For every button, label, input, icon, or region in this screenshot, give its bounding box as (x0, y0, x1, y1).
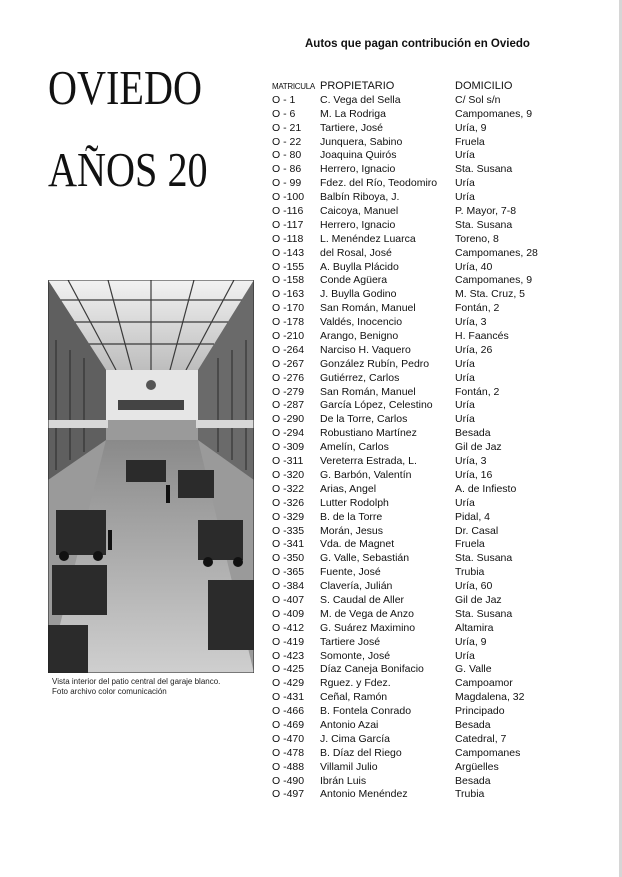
cell-propietario: B. Díaz del Riego (320, 746, 402, 759)
cell-propietario: Antonio Menéndez (320, 788, 408, 801)
cell-matricula: O -116 (272, 205, 304, 218)
cell-propietario: Ceñal, Ramón (320, 691, 388, 704)
cell-propietario: Villamil Julio (320, 760, 378, 773)
cell-domicilio: Campomanes (455, 746, 521, 759)
cell-domicilio: Campomanes, 9 (455, 107, 533, 120)
cell-matricula: O -287 (272, 399, 305, 412)
cell-matricula: O -118 (272, 232, 304, 245)
cell-domicilio: Uría (455, 371, 475, 384)
cell-domicilio: Uría (455, 149, 475, 162)
cell-domicilio: Toreno, 8 (455, 232, 499, 245)
caption-line-1: Vista interior del patio central del garaje blanco. (52, 677, 221, 686)
cell-domicilio: Uría, 9 (455, 121, 487, 134)
cell-propietario: Fuente, José (320, 566, 381, 579)
cell-propietario: Conde Agüera (320, 274, 388, 287)
cell-matricula: O -365 (272, 566, 305, 579)
cell-matricula: O - 1 (272, 93, 296, 106)
cell-matricula: O - 6 (272, 107, 296, 120)
cell-propietario: M. La Rodriga (320, 107, 386, 120)
cell-matricula: O -264 (272, 343, 305, 356)
cell-propietario: Antonio Azai (320, 718, 379, 731)
cell-propietario: B. de la Torre (320, 510, 383, 523)
column-header-matricula: MATRICULA (272, 82, 315, 91)
cell-matricula: O -100 (272, 191, 305, 204)
cell-propietario: J. Buylla Godino (320, 288, 397, 301)
cell-matricula: O -326 (272, 496, 305, 509)
cell-domicilio: Uría, 16 (455, 468, 493, 481)
cell-matricula: O -350 (272, 552, 305, 565)
cell-propietario: García López, Celestino (320, 399, 433, 412)
cell-domicilio: Besada (455, 774, 491, 787)
cell-propietario: Vereterra Estrada, L. (320, 455, 417, 468)
cell-matricula: O -497 (272, 788, 305, 801)
cell-domicilio: Principado (455, 705, 505, 718)
cell-matricula: O -412 (272, 621, 305, 634)
cell-matricula: O -469 (272, 718, 305, 731)
cell-domicilio: A. de Infiesto (455, 482, 517, 495)
cell-domicilio: Gil de Jaz (455, 593, 502, 606)
cell-matricula: O -329 (272, 510, 305, 523)
cell-propietario: Arango, Benigno (320, 330, 399, 343)
cell-domicilio: Fruela (455, 135, 485, 148)
cell-propietario: G. Valle, Sebastián (320, 552, 410, 565)
cell-matricula: O -409 (272, 607, 305, 620)
cell-propietario: M. de Vega de Anzo (320, 607, 414, 620)
cell-domicilio: P. Mayor, 7-8 (455, 205, 517, 218)
cell-domicilio: Campomanes, 9 (455, 274, 533, 287)
cell-domicilio: Campomanes, 28 (455, 246, 538, 259)
cell-propietario: Herrero, Ignacio (320, 163, 396, 176)
cell-matricula: O - 99 (272, 177, 302, 190)
cell-matricula: O -429 (272, 677, 305, 690)
cell-propietario: A. Buylla Plácido (320, 260, 399, 273)
cell-domicilio: Uría (455, 496, 475, 509)
cell-domicilio: Besada (455, 427, 491, 440)
cell-domicilio: Uría (455, 413, 475, 426)
cell-domicilio: Dr. Casal (455, 524, 499, 537)
cell-propietario: Balbín Riboya, J. (320, 191, 400, 204)
cell-propietario: C. Vega del Sella (320, 93, 401, 106)
cell-propietario: Amelín, Carlos (320, 441, 389, 454)
cell-propietario: Joaquina Quirós (320, 149, 397, 162)
garage-interior-photo (48, 280, 254, 673)
article-heading: Autos que pagan contribución en Oviedo (305, 38, 530, 50)
cell-matricula: O - 21 (272, 121, 302, 134)
book-title-line-1: OVIEDO (48, 60, 202, 115)
cell-matricula: O -320 (272, 468, 305, 481)
cell-matricula: O -267 (272, 357, 305, 370)
cell-propietario: Clavería, Julián (320, 580, 393, 593)
cell-matricula: O -423 (272, 649, 305, 662)
cell-propietario: S. Caudal de Aller (320, 593, 405, 606)
cell-domicilio: G. Valle (455, 663, 492, 676)
cell-propietario: L. Menéndez Luarca (320, 232, 416, 245)
cell-propietario: San Román, Manuel (320, 385, 416, 398)
cell-matricula: O -322 (272, 482, 305, 495)
cell-matricula: O - 86 (272, 163, 302, 176)
cell-matricula: O -276 (272, 371, 305, 384)
cell-propietario: Arias, Angel (320, 482, 377, 495)
cell-matricula: O -466 (272, 705, 305, 718)
cell-propietario: del Rosal, José (320, 246, 392, 259)
cell-domicilio: Fruela (455, 538, 485, 551)
cell-matricula: O - 80 (272, 149, 302, 162)
cell-propietario: Lutter Rodolph (320, 496, 389, 509)
cell-matricula: O -311 (272, 455, 304, 468)
cell-matricula: O -384 (272, 580, 305, 593)
cell-domicilio: Sta. Susana (455, 607, 513, 620)
cell-domicilio: Sta. Susana (455, 163, 513, 176)
cell-matricula: O -290 (272, 413, 305, 426)
cell-domicilio: Sta. Susana (455, 552, 513, 565)
cell-matricula: O -490 (272, 774, 305, 787)
cell-propietario: González Rubín, Pedro (320, 357, 430, 370)
cell-domicilio: M. Sta. Cruz, 5 (455, 288, 526, 301)
cell-matricula: O -335 (272, 524, 305, 537)
cell-matricula: O -309 (272, 441, 305, 454)
cell-propietario: San Román, Manuel (320, 302, 416, 315)
cell-matricula: O -279 (272, 385, 305, 398)
cell-propietario: Caicoya, Manuel (320, 205, 399, 218)
cell-domicilio: Uría, 3 (455, 455, 487, 468)
cell-matricula: O -294 (272, 427, 305, 440)
cell-matricula: O -341 (272, 538, 305, 551)
cell-matricula: O -470 (272, 732, 305, 745)
cell-propietario: Morán, Jesus (320, 524, 384, 537)
cell-matricula: O -488 (272, 760, 305, 773)
cell-domicilio: Uría (455, 357, 475, 370)
cell-domicilio: Uría, 3 (455, 316, 487, 329)
cell-domicilio: Uría, 9 (455, 635, 487, 648)
cell-domicilio: Gil de Jaz (455, 441, 502, 454)
cell-propietario: B. Fontela Conrado (320, 705, 412, 718)
cell-domicilio: Uría (455, 191, 475, 204)
cell-propietario: Rguez. y Fdez. (320, 677, 391, 690)
cell-domicilio: Uría (455, 177, 475, 190)
photo-caption (52, 677, 220, 697)
cell-propietario: Díaz Caneja Bonifacio (320, 663, 424, 676)
cell-domicilio: Fontán, 2 (455, 302, 500, 315)
cell-propietario: Narciso H. Vaquero (320, 343, 411, 356)
caption-line-2: Foto archivo color comunicación (52, 687, 167, 696)
column-header-domicilio: DOMICILIO (455, 80, 513, 92)
cell-domicilio: Altamira (455, 621, 494, 634)
cell-propietario: Herrero, Ignacio (320, 218, 396, 231)
cell-domicilio: Uría (455, 649, 475, 662)
cell-propietario: Junquera, Sabino (320, 135, 403, 148)
cell-matricula: O -478 (272, 746, 305, 759)
cell-propietario: De la Torre, Carlos (320, 413, 408, 426)
book-title-line-2: AÑOS 20 (48, 142, 208, 197)
cell-matricula: O -178 (272, 316, 305, 329)
cell-domicilio: Pidal, 4 (455, 510, 491, 523)
cell-matricula: O -407 (272, 593, 305, 606)
cell-matricula: O -158 (272, 274, 305, 287)
cell-matricula: O - 22 (272, 135, 302, 148)
cell-domicilio: Argüelles (455, 760, 499, 773)
cell-domicilio: H. Faancés (455, 330, 509, 343)
cell-matricula: O -117 (272, 218, 304, 231)
cell-domicilio: Trubia (455, 566, 485, 579)
cell-matricula: O -431 (272, 691, 305, 704)
cell-domicilio: Trubia (455, 788, 485, 801)
cell-domicilio: Magdalena, 32 (455, 691, 525, 704)
cell-propietario: G. Barbón, Valentín (320, 468, 412, 481)
cell-domicilio: Uría, 26 (455, 343, 493, 356)
cell-matricula: O -425 (272, 663, 305, 676)
column-header-propietario: PROPIETARIO (320, 80, 395, 92)
cell-domicilio: Besada (455, 718, 491, 731)
cell-propietario: Tartiere José (320, 635, 381, 648)
cell-propietario: G. Suárez Maximino (320, 621, 416, 634)
cell-domicilio: Catedral, 7 (455, 732, 507, 745)
cell-propietario: Fdez. del Río, Teodomiro (320, 177, 438, 190)
cell-propietario: Tartiere, José (320, 121, 384, 134)
cell-matricula: O -419 (272, 635, 305, 648)
cell-matricula: O -143 (272, 246, 305, 259)
cell-domicilio: Uría (455, 399, 475, 412)
cell-propietario: J. Cima García (320, 732, 391, 745)
cell-matricula: O -155 (272, 260, 305, 273)
cell-domicilio: Uría, 40 (455, 260, 493, 273)
cell-propietario: Gutiérrez, Carlos (320, 371, 400, 384)
cell-propietario: Robustiano Martínez (320, 427, 417, 440)
cell-propietario: Vda. de Magnet (320, 538, 395, 551)
cell-matricula: O -210 (272, 330, 305, 343)
cell-domicilio: Uría, 60 (455, 580, 493, 593)
cell-propietario: Ibrán Luis (320, 774, 367, 787)
cell-matricula: O -170 (272, 302, 305, 315)
cell-domicilio: Campoamor (455, 677, 513, 690)
cell-domicilio: C/ Sol s/n (455, 93, 501, 106)
cell-propietario: Valdés, Inocencio (320, 316, 403, 329)
cell-matricula: O -163 (272, 288, 305, 301)
cell-propietario: Somonte, José (320, 649, 391, 662)
cell-domicilio: Fontán, 2 (455, 385, 500, 398)
cell-domicilio: Sta. Susana (455, 218, 513, 231)
